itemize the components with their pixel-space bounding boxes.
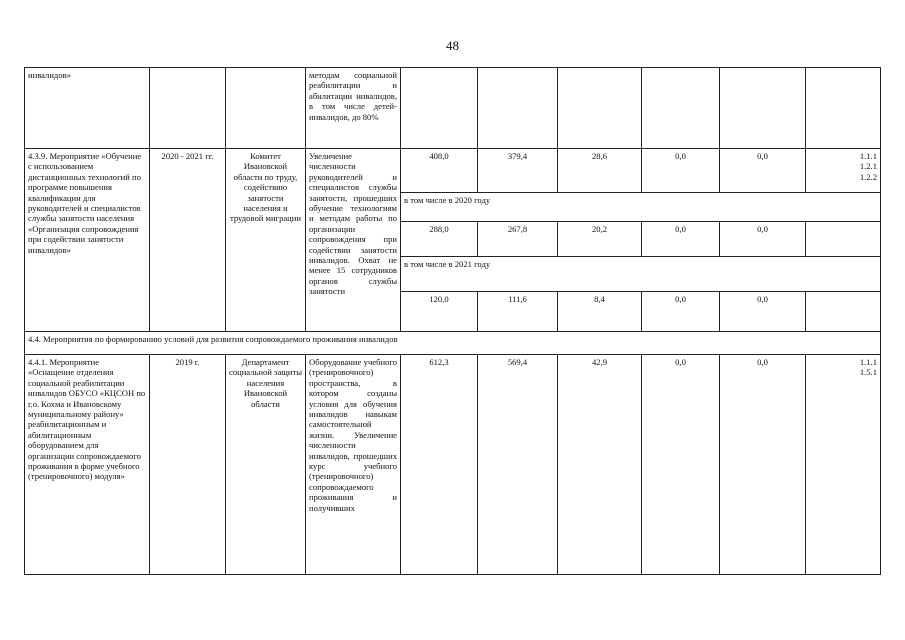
expected-result-cell: методам социальной реабилитации и абилитации инвалидов, в том числе детей-инвалидов, до 80% [306,68,401,149]
value-cell: 42,9 [558,355,642,575]
value-cell: 0,0 [720,222,806,257]
value-cell: 379,4 [478,149,558,193]
codes-cell [806,222,881,257]
table-row [25,332,881,355]
year-note-2021: в том числе в 2021 году [401,257,881,292]
executor-cell [226,68,306,149]
value-cell: 0,0 [642,292,720,332]
value-cell: 0,0 [720,292,806,332]
value-cell: 0,0 [720,149,806,193]
value-cell: 20,2 [558,222,642,257]
value-cell [401,68,478,149]
period-cell: 2020 - 2021 гг. [150,149,226,332]
executor-cell: Департамент социальной защиты населения Ивановской области [226,355,306,575]
table-row [25,68,881,149]
value-cell: 288,0 [401,222,478,257]
value-cell: 111,6 [478,292,558,332]
value-cell: 569,4 [478,355,558,575]
value-cell [558,68,642,149]
codes-cell [806,68,881,149]
year-note-2020: в том числе в 2020 году [401,193,881,222]
value-cell: 120,0 [401,292,478,332]
value-cell [478,68,558,149]
table-row [25,149,881,193]
value-cell: 408,0 [401,149,478,193]
value-cell: 8,4 [558,292,642,332]
value-cell: 0,0 [642,149,720,193]
period-cell [150,68,226,149]
expected-result-cell: Оборудование учебного (тренировочного) пространства, в котором созданы условия для обучения инвалидов навыкам самостоятельной жизни. Увеличение численности инвалидов, прошедших курс учебного (тренировочного) сопровождаемого проживания и получивших [306,355,401,575]
value-cell: 0,0 [720,355,806,575]
value-cell: 0,0 [642,222,720,257]
value-cell: 28,6 [558,149,642,193]
period-cell: 2019 г. [150,355,226,575]
codes-cell: 1.1.1 1.5.1 [806,355,881,575]
page-number: 48 [446,38,459,53]
program-measures-table [24,67,881,575]
executor-cell: Комитет Ивановской области по труду, содействию занятости населения и трудовой миграции [226,149,306,332]
table-row [25,355,881,575]
expected-result-cell: Увеличение численности руководителей и специалистов службы занятости, прошедших обучение технологиям и методам работы по организации сопровождения при содействии занятости инвалидов. Охват не менее 15 сотрудников органов службы занятости [306,149,401,332]
value-cell: 267,8 [478,222,558,257]
measure-name-cell: 4.3.9. Мероприятие «Обучение с использованием дистанционных технологий по программе повышения квалификации для руководителей и специалистов службы занятости населения «Организация сопровождения при содействии занятости инвалидов» [25,149,150,332]
codes-cell [806,292,881,332]
value-cell [720,68,806,149]
value-cell: 612,3 [401,355,478,575]
measure-name-cell: 4.4.1. Мероприятие «Оснащение отделения социальной реабилитации инвалидов ОБУСО «КЦСОН по г.о. Кохма и Ивановскому муниципальному району» реабилитационным и абилитационным оборудованием для организации сопровождаемого проживания в форме учебного (тренировочного) модуля» [25,355,150,575]
measure-name-cell: инвалидов» [25,68,150,149]
codes-cell: 1.1.1 1.2.1 1.2.2 [806,149,881,193]
section-title: 4.4. Мероприятия по формированию условий для развития сопровождаемого проживания инвалидов [25,332,881,355]
value-cell [642,68,720,149]
value-cell: 0,0 [642,355,720,575]
